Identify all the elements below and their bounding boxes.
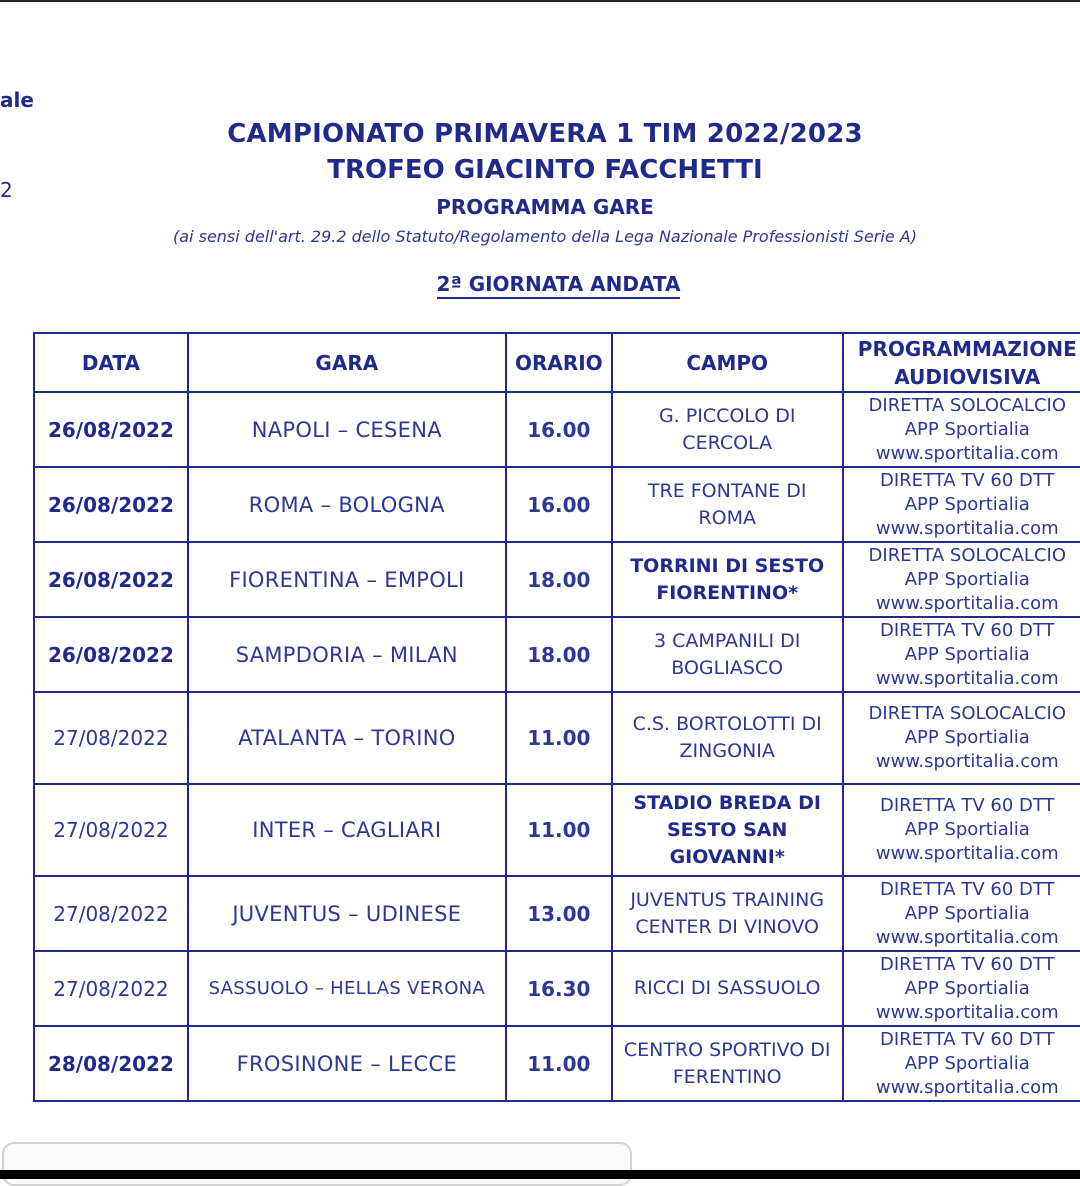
cropped-edge-text: ale [0, 88, 34, 112]
match-broadcast [843, 1026, 1080, 1101]
match-time: 13.00 [506, 876, 612, 951]
field-line: STADIO BREDA DI [633, 791, 821, 814]
column-header-match: GARA [188, 333, 506, 392]
match-teams: FIORENTINA – EMPOLI [188, 542, 506, 617]
broadcast-line: DIRETTA TV 60 DTT [879, 878, 1055, 900]
broadcast-line: APP Sportialia [904, 568, 1030, 590]
match-time: 11.00 [506, 784, 612, 876]
broadcast-line: www.sportitalia.com [875, 517, 1059, 539]
broadcast-line: APP Sportialia [904, 493, 1030, 515]
table-row [34, 617, 1080, 692]
match-field [612, 951, 843, 1026]
broadcast-line: DIRETTA TV 60 DTT [879, 619, 1055, 641]
table-row [34, 1026, 1080, 1101]
field-line: C.S. BORTOLOTTI DI [632, 713, 822, 735]
broadcast-line: www.sportitalia.com [875, 592, 1059, 614]
broadcast-line: APP Sportialia [904, 418, 1030, 440]
match-date: 27/08/2022 [34, 951, 188, 1026]
match-broadcast [843, 876, 1080, 951]
regulation-subtitle: (ai sensi dell'art. 29.2 dello Statuto/Regolamento della Lega Nazionale Professionisti Serie A) [173, 227, 917, 246]
document-header [0, 116, 1080, 248]
match-field [612, 467, 843, 542]
broadcast-line: DIRETTA SOLOCALCIO [868, 544, 1066, 566]
column-header-time: ORARIO [506, 333, 612, 392]
field-line: CERCOLA [682, 431, 773, 454]
match-time: 16.00 [506, 392, 612, 467]
match-teams: ATALANTA – TORINO [188, 692, 506, 784]
table-row [34, 876, 1080, 951]
table-row [34, 692, 1080, 784]
match-schedule-table [33, 332, 1080, 1102]
match-broadcast [843, 542, 1080, 617]
match-broadcast [843, 617, 1080, 692]
round-heading [0, 272, 1080, 296]
broadcast-line: APP Sportialia [904, 819, 1030, 840]
field-line: CENTER DI VINOVO [635, 915, 820, 938]
match-teams: INTER – CAGLIARI [188, 784, 506, 876]
match-broadcast [843, 951, 1080, 1026]
match-field [612, 1026, 843, 1101]
broadcast-line: APP Sportialia [904, 727, 1030, 748]
field-line: 3 CAMPANILI DI [654, 629, 801, 652]
match-date: 27/08/2022 [34, 784, 188, 876]
field-line: ZINGONIA [679, 740, 775, 762]
field-line: RICCI DI SASSUOLO [633, 977, 821, 999]
match-broadcast [843, 692, 1080, 784]
broadcast-line: DIRETTA TV 60 DTT [879, 1028, 1055, 1050]
broadcast-line: www.sportitalia.com [875, 1001, 1059, 1023]
broadcast-line: DIRETTA TV 60 DTT [879, 795, 1055, 816]
column-header-broadcast-line1: PROGRAMMAZIONE [857, 336, 1077, 361]
broadcast-line: APP Sportialia [904, 902, 1030, 924]
match-teams: SAMPDORIA – MILAN [188, 617, 506, 692]
round-label: 2ª GIORNATA ANDATA [437, 272, 681, 299]
field-line: CENTRO SPORTIVO DI [623, 1038, 831, 1061]
table-row [34, 392, 1080, 467]
match-field [612, 784, 843, 876]
broadcast-line: www.sportitalia.com [875, 751, 1059, 772]
bottom-navigation-bar [0, 1170, 1080, 1179]
match-time: 11.00 [506, 692, 612, 784]
match-field [612, 542, 843, 617]
match-date: 26/08/2022 [34, 542, 188, 617]
column-header-date: DATA [34, 333, 188, 392]
match-field [612, 692, 843, 784]
table-row [34, 542, 1080, 617]
broadcast-line: DIRETTA SOLOCALCIO [868, 394, 1066, 416]
cropped-edge-mark: 2 [0, 178, 13, 202]
match-time: 16.30 [506, 951, 612, 1026]
match-date: 26/08/2022 [34, 467, 188, 542]
broadcast-line: www.sportitalia.com [875, 843, 1059, 864]
table-header-row [34, 333, 1080, 392]
broadcast-line: www.sportitalia.com [875, 442, 1059, 464]
field-line: FERENTINO [672, 1065, 782, 1088]
field-line: G. PICCOLO DI [658, 404, 796, 427]
field-line: FIORENTINO* [656, 581, 799, 604]
match-field [612, 617, 843, 692]
match-teams: FROSINONE – LECCE [188, 1026, 506, 1101]
broadcast-line: DIRETTA TV 60 DTT [879, 469, 1055, 491]
column-header-broadcast [843, 333, 1080, 392]
trophy-title: TROFEO GIACINTO FACCHETTI [327, 155, 763, 185]
broadcast-line: APP Sportialia [904, 977, 1030, 999]
match-time: 18.00 [506, 617, 612, 692]
broadcast-line: DIRETTA SOLOCALCIO [868, 703, 1066, 724]
field-line: JUVENTUS TRAINING [630, 888, 825, 911]
match-date: 26/08/2022 [34, 617, 188, 692]
match-teams: NAPOLI – CESENA [188, 392, 506, 467]
match-date: 28/08/2022 [34, 1026, 188, 1101]
broadcast-line: APP Sportialia [904, 1052, 1030, 1074]
championship-title: CAMPIONATO PRIMAVERA 1 TIM 2022/2023 [227, 119, 863, 149]
match-broadcast [843, 784, 1080, 876]
match-time: 11.00 [506, 1026, 612, 1101]
field-line: ROMA [698, 506, 756, 529]
column-header-broadcast-line2: AUDIOVISIVA [894, 364, 1041, 389]
match-date: 26/08/2022 [34, 392, 188, 467]
broadcast-line: APP Sportialia [904, 643, 1030, 665]
table-row [34, 951, 1080, 1026]
match-teams: SASSUOLO – HELLAS VERONA [188, 951, 506, 1026]
top-border-line [0, 0, 1080, 2]
match-date: 27/08/2022 [34, 692, 188, 784]
broadcast-line: www.sportitalia.com [875, 1076, 1059, 1098]
table-row [34, 784, 1080, 876]
field-line: SESTO SAN [667, 818, 788, 841]
match-field [612, 392, 843, 467]
bottom-input-bar[interactable] [2, 1142, 632, 1186]
table-row [34, 467, 1080, 542]
match-date: 27/08/2022 [34, 876, 188, 951]
field-line: BOGLIASCO [671, 656, 784, 679]
match-teams: JUVENTUS – UDINESE [188, 876, 506, 951]
field-line: TORRINI DI SESTO [630, 554, 825, 577]
column-header-field: CAMPO [612, 333, 843, 392]
match-broadcast [843, 392, 1080, 467]
match-broadcast [843, 467, 1080, 542]
match-field [612, 876, 843, 951]
broadcast-line: DIRETTA TV 60 DTT [879, 953, 1055, 975]
program-title: PROGRAMMA GARE [436, 195, 654, 219]
match-teams: ROMA – BOLOGNA [188, 467, 506, 542]
broadcast-line: www.sportitalia.com [875, 667, 1059, 689]
field-line: TRE FONTANE DI [647, 479, 807, 502]
broadcast-line: www.sportitalia.com [875, 926, 1059, 948]
match-time: 18.00 [506, 542, 612, 617]
match-time: 16.00 [506, 467, 612, 542]
field-line: GIOVANNI* [669, 845, 785, 868]
